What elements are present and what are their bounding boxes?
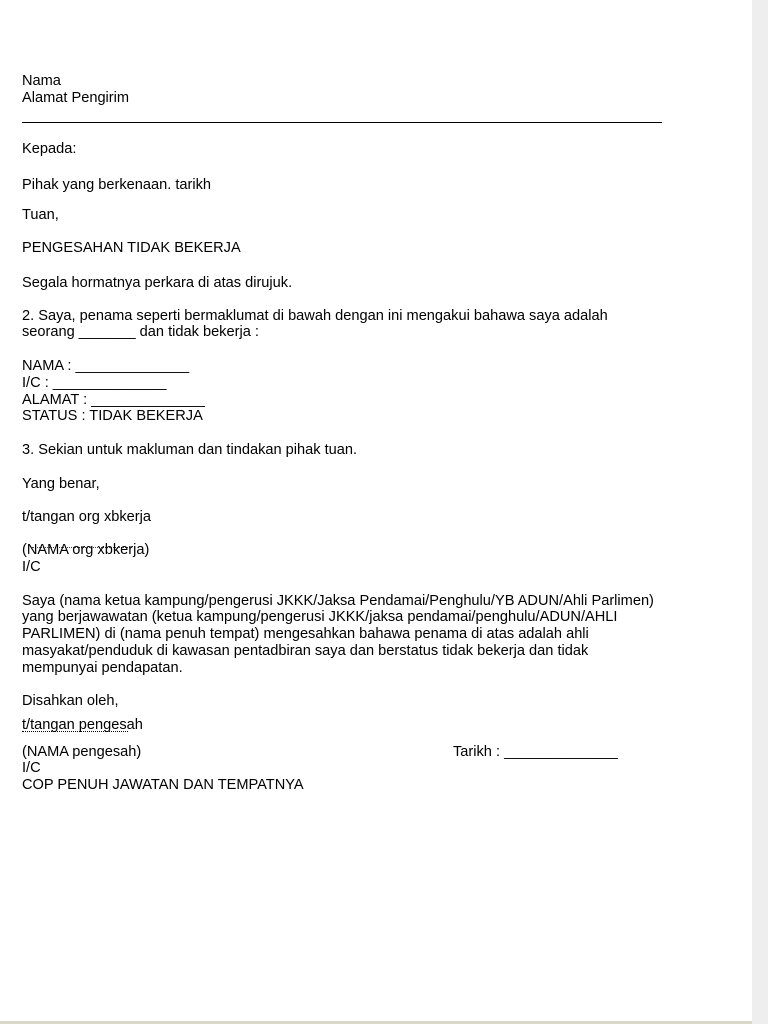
recipient-text: Pihak yang berkenaan. tarikh — [22, 177, 212, 193]
certifier-signature: t/tangan pengesah — [22, 717, 143, 733]
header-rule — [22, 122, 662, 123]
detail-alamat: ALAMAT : ______________ — [22, 392, 205, 408]
applicant-name: (NAMA org xbkerja) — [22, 542, 150, 558]
detail-status: STATUS : TIDAK BEKERJA — [22, 408, 203, 424]
salutation: Tuan, — [22, 207, 59, 223]
closing: Yang benar, — [22, 476, 100, 492]
certifier-signature-dots — [22, 731, 128, 732]
recipient-label: Kepada: — [22, 141, 77, 157]
certifier-name: (NAMA pengesah) — [22, 744, 142, 760]
certification-line-3: PARLIMEN) di (nama penuh tempat) mengesahkan bahawa penama di atas adalah ahli — [22, 626, 589, 642]
applicant-ic: I/C — [22, 559, 41, 575]
paragraph-2-line-2: seorang _______ dan tidak bekerja : — [22, 324, 259, 340]
paragraph-2-line-1: 2. Saya, penama seperti bermaklumat di bawah dengan ini mengakui bahawa saya adalah — [22, 308, 608, 324]
certification-line-2: yang berjawawatan (ketua kampung/pengerusi JKKK/jaksa pendamai/penghulu/ADUN/AHLI — [22, 609, 618, 625]
certifier-ic: I/C — [22, 760, 41, 776]
paragraph-3: 3. Sekian untuk makluman dan tindakan pihak tuan. — [22, 442, 358, 458]
certified-by: Disahkan oleh, — [22, 693, 119, 709]
certification-line-5: mempunyai pendapatan. — [22, 660, 183, 676]
sender-name: Nama — [22, 73, 61, 89]
date-field: Tarikh : ______________ — [453, 744, 618, 760]
certification-line-1: Saya (nama ketua kampung/pengerusi JKKK/Jaksa Pendamai/Penghulu/YB ADUN/Ahli Parlimen) — [22, 593, 654, 609]
opening-paragraph: Segala hormatnya perkara di atas dirujuk. — [22, 275, 293, 291]
letter-subject: PENGESAHAN TIDAK BEKERJA — [22, 240, 241, 256]
certification-line-4: masyakat/penduduk di kawasan pentadbiran saya dan berstatus tidak bekerja dan tidak — [22, 643, 589, 659]
stamp-line: COP PENUH JAWATAN DAN TEMPATNYA — [22, 777, 304, 793]
sender-address: Alamat Pengirim — [22, 90, 130, 106]
detail-ic: I/C : ______________ — [22, 375, 167, 391]
applicant-signature: t/tangan org xbkerja — [22, 509, 151, 525]
viewer-background — [752, 0, 768, 1024]
detail-nama: NAMA : ______________ — [22, 358, 190, 374]
